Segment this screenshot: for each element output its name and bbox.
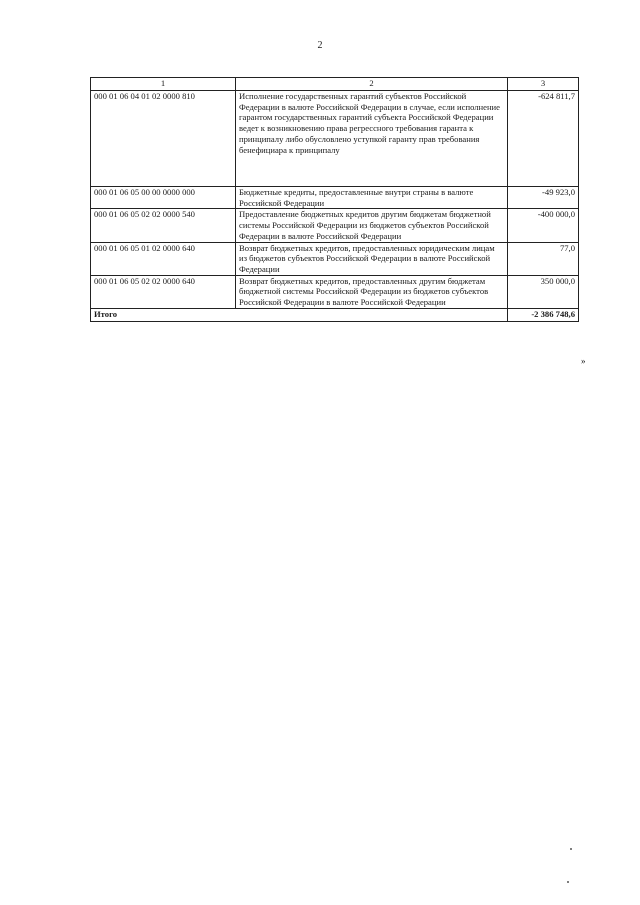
item-amount: 350 000,0 (508, 275, 579, 308)
item-amount: -49 923,0 (508, 187, 579, 209)
total-label: Итого (91, 308, 508, 321)
scan-artifact (567, 881, 569, 883)
item-amount: -400 000,0 (508, 209, 579, 242)
item-amount: 77,0 (508, 242, 579, 275)
table-row (91, 242, 579, 275)
item-name: Бюджетные кредиты, предоставленные внутри страны в валюте Российской Федерации (236, 187, 508, 209)
header-col-2: 2 (236, 78, 508, 91)
table-row (91, 209, 579, 242)
closing-quote: » (581, 356, 586, 366)
table-header-row (91, 78, 579, 91)
classification-code: 000 01 06 04 01 02 0000 810 (91, 91, 236, 187)
classification-code: 000 01 06 05 02 02 0000 540 (91, 209, 236, 242)
header-col-3: 3 (508, 78, 579, 91)
header-col-1: 1 (91, 78, 236, 91)
item-name: Предоставление бюджетных кредитов другим бюджетам бюджетной системы Российской Федерации из бюджетов субъектов Российской Федерации в валюте Российской Федерации (236, 209, 508, 242)
item-name: Исполнение государственных гарантий субъектов Российской Федерации в валюте Российской Федерации в случае, если исполнение гарантом государственных гарантий субъекта Российской Федерации ведет к возникновению права регрессного требования гаранта к принципалу либо обусловлено уступкой гаранту прав требования бенефициара к принципалу (236, 91, 508, 187)
total-amount: -2 386 748,6 (508, 308, 579, 321)
page-number: 2 (317, 40, 323, 51)
table-row (91, 187, 579, 209)
classification-code: 000 01 06 05 01 02 0000 640 (91, 242, 236, 275)
classification-code: 000 01 06 05 02 02 0000 640 (91, 275, 236, 308)
classification-code: 000 01 06 05 00 00 0000 000 (91, 187, 236, 209)
table-row (91, 91, 579, 187)
table-row (91, 275, 579, 308)
scan-artifact (570, 848, 572, 850)
budget-sources-table (90, 77, 579, 322)
item-name: Возврат бюджетных кредитов, предоставленных юридическим лицам из бюджетов субъектов Российской Федерации в валюте Российской Федерации (236, 242, 508, 275)
item-name: Возврат бюджетных кредитов, предоставленных другим бюджетам бюджетной системы Российской Федерации из бюджетов субъектов Российской Федерации в валюте Российской Федерации (236, 275, 508, 308)
total-row (91, 308, 579, 321)
item-amount: -624 811,7 (508, 91, 579, 187)
